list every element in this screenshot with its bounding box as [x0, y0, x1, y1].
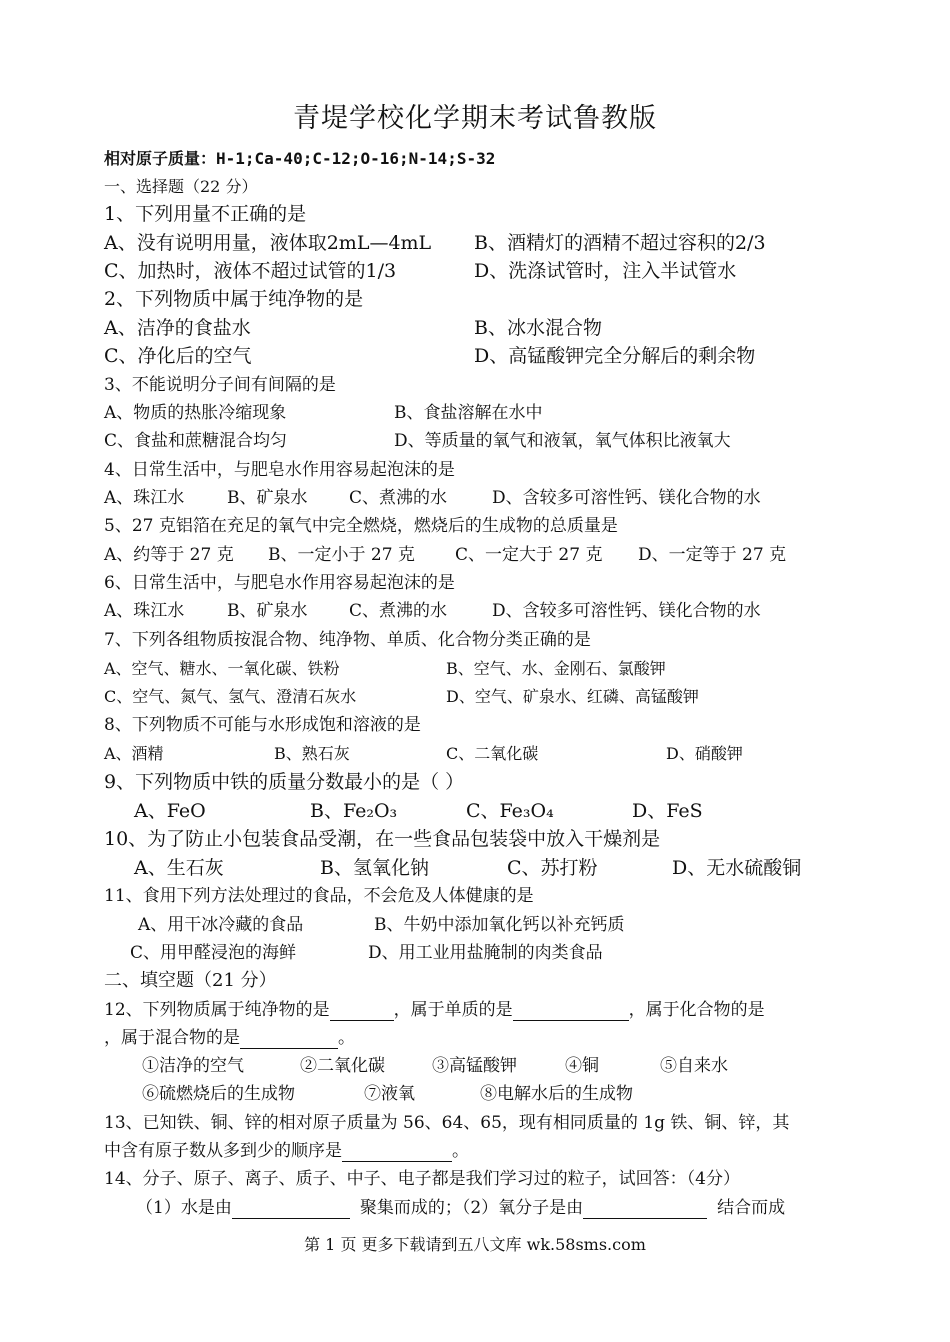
q14-text-1: （1）水是由 [136, 1198, 232, 1218]
q3-option-d: D、等质量的氧气和液氧，氧气体积比液氧大 [394, 431, 731, 451]
q5-option-c: C、一定大于 27 克 [455, 545, 603, 565]
q2-option-a: A、洁净的食盐水 [104, 317, 251, 339]
q4-option-d: D、含较多可溶性钙、镁化合物的水 [492, 488, 761, 508]
q14-text-2: 聚集而成的；（2）氧分子是由 [359, 1198, 584, 1218]
q7-option-a: A、空气、糖水、一氧化碳、铁粉 [104, 659, 340, 678]
q3-option-b: B、食盐溶解在水中 [394, 403, 543, 423]
q10-stem: 10、为了防止小包装食品受潮，在一些食品包装袋中放入干燥剂是 [104, 828, 661, 850]
q12-blank-element[interactable] [513, 1002, 629, 1021]
q7-option-c: C、空气、氮气、氢气、澄清石灰水 [104, 687, 357, 706]
q12-item-7: ⑦液氧 [364, 1084, 415, 1104]
q12-text-1: 12、下列物质属于纯净物的是 [104, 1000, 330, 1020]
q2-option-c: C、净化后的空气 [104, 345, 252, 367]
q9-option-b: B、Fe₂O₃ [310, 800, 398, 822]
q10-option-c: C、苏打粉 [507, 857, 598, 879]
q7-option-d: D、空气、矿泉水、红磷、高锰酸钾 [446, 687, 699, 706]
q5-option-b: B、一定小于 27 克 [268, 545, 415, 565]
page-title: 青堤学校化学期末考试鲁教版 [293, 103, 657, 134]
q11-option-b: B、牛奶中添加氧化钙以补充钙质 [374, 915, 625, 935]
q12-text-3: ，属于化合物的是 [628, 1000, 765, 1020]
q3-stem: 3、不能说明分子间有间隔的是 [104, 375, 336, 395]
q5-option-d: D、一定等于 27 克 [638, 545, 787, 565]
q10-option-d: D、无水硫酸铜 [672, 857, 802, 879]
q14-text-3: 结合而成 [717, 1198, 786, 1218]
q1-option-b: B、酒精灯的酒精不超过容积的2/3 [474, 232, 766, 254]
q12-item-5: ⑤自来水 [660, 1056, 728, 1076]
q12-item-8: ⑧电解水后的生成物 [480, 1084, 633, 1104]
q1-option-a: A、没有说明用量，液体取2mL—4mL [104, 232, 432, 254]
q13-text-1: 中含有原子数从多到少的顺序是 [104, 1141, 342, 1161]
q8-option-b: B、熟石灰 [274, 744, 350, 763]
q5-option-a: A、约等于 27 克 [104, 545, 234, 565]
q6-option-d: D、含较多可溶性钙、镁化合物的水 [492, 601, 761, 621]
q9-option-d: D、FeS [632, 800, 703, 822]
q2-option-b: B、冰水混合物 [474, 317, 602, 339]
q11-option-d: D、用工业用盐腌制的肉类食品 [368, 943, 603, 963]
q12-line2 [104, 1027, 355, 1049]
q12-blank-mixture[interactable] [240, 1030, 338, 1049]
q4-option-b: B、矿泉水 [227, 488, 308, 508]
q13-line2 [104, 1140, 469, 1162]
q12-line1 [104, 999, 765, 1021]
q11-stem: 11、食用下列方法处理过的食品，不会危及人体健康的是 [104, 886, 534, 906]
q12-item-2: ②二氧化碳 [300, 1056, 385, 1076]
page-footer: 第 1 页 更多下载请到五八文库 wk.58sms.com [304, 1235, 646, 1254]
q11-option-c: C、用甲醛浸泡的海鲜 [130, 943, 297, 963]
q9-option-c: C、Fe₃O₄ [466, 800, 554, 822]
q14-stem: 14、分子、原子、离子、质子、中子、电子都是我们学习过的粒子，试回答：（4分） [104, 1169, 740, 1189]
atomic-masses: 相对原子质量：H-1;Ca-40;C-12;O-16;N-14;S-32 [104, 149, 496, 168]
q9-stem: 9、下列物质中铁的质量分数最小的是（ ） [104, 771, 465, 793]
q7-stem: 7、下列各组物质按混合物、纯净物、单质、化合物分类正确的是 [104, 630, 591, 650]
q13-line1: 13、已知铁、铜、锌的相对原子质量为 56、64、65，现有相同质量的 1g 铁、铜、锌，其 [104, 1113, 790, 1133]
q12-blank-pure[interactable] [330, 1002, 394, 1021]
q5-stem: 5、27 克铝箔在充足的氧气中完全燃烧，燃烧后的生成物的总质量是 [104, 516, 618, 536]
q6-option-b: B、矿泉水 [227, 601, 308, 621]
q8-option-a: A、酒精 [104, 744, 164, 763]
q4-stem: 4、日常生活中，与肥皂水作用容易起泡沫的是 [104, 460, 455, 480]
q3-option-a: A、物质的热胀冷缩现象 [104, 403, 287, 423]
q8-stem: 8、下列物质不可能与水形成饱和溶液的是 [104, 715, 421, 735]
q12-text-5: 。 [338, 1028, 355, 1048]
q4-option-a: A、珠江水 [104, 488, 185, 508]
q2-option-d: D、高锰酸钾完全分解后的剩余物 [474, 345, 756, 367]
q1-option-c: C、加热时，液体不超过试管的1/3 [104, 260, 397, 282]
q12-text-4: ，属于混合物的是 [104, 1028, 240, 1048]
q13-text-2: 。 [452, 1141, 469, 1161]
q10-option-b: B、氢氧化钠 [320, 857, 429, 879]
q4-option-c: C、煮沸的水 [349, 488, 448, 508]
q6-option-c: C、煮沸的水 [349, 601, 448, 621]
q14-line2 [104, 1197, 785, 1219]
q3-option-c: C、食盐和蔗糖混合均匀 [104, 431, 288, 451]
q10-option-a: A、生石灰 [134, 857, 224, 879]
q1-stem: 1、下列用量不正确的是 [104, 203, 307, 225]
q7-option-b: B、空气、水、金刚石、氯酸钾 [446, 659, 666, 678]
q12-item-1: ①洁净的空气 [142, 1056, 244, 1076]
q12-text-2: ，属于单质的是 [393, 1000, 513, 1020]
q6-stem: 6、日常生活中，与肥皂水作用容易起泡沫的是 [104, 573, 455, 593]
section-choice: 一、选择题（22 分） [104, 177, 258, 196]
q1-option-d: D、洗涤试管时，注入半试管水 [474, 260, 737, 282]
q8-option-c: C、二氧化碳 [446, 744, 539, 763]
q12-item-3: ③高锰酸钾 [432, 1056, 517, 1076]
q2-stem: 2、下列物质中属于纯净物的是 [104, 288, 364, 310]
q9-option-a: A、FeO [134, 800, 206, 822]
q8-option-d: D、硝酸钾 [666, 744, 743, 763]
q6-option-a: A、珠江水 [104, 601, 185, 621]
q12-item-6: ⑥硫燃烧后的生成物 [142, 1084, 295, 1104]
q13-blank-order[interactable] [342, 1143, 452, 1162]
q11-option-a: A、用干冰冷藏的食品 [138, 915, 304, 935]
q14-blank-oxygen[interactable] [583, 1200, 707, 1219]
q14-blank-water[interactable] [232, 1200, 350, 1219]
section-fill: 二、填空题（21 分） [104, 970, 277, 991]
q12-item-4: ④铜 [565, 1056, 599, 1076]
